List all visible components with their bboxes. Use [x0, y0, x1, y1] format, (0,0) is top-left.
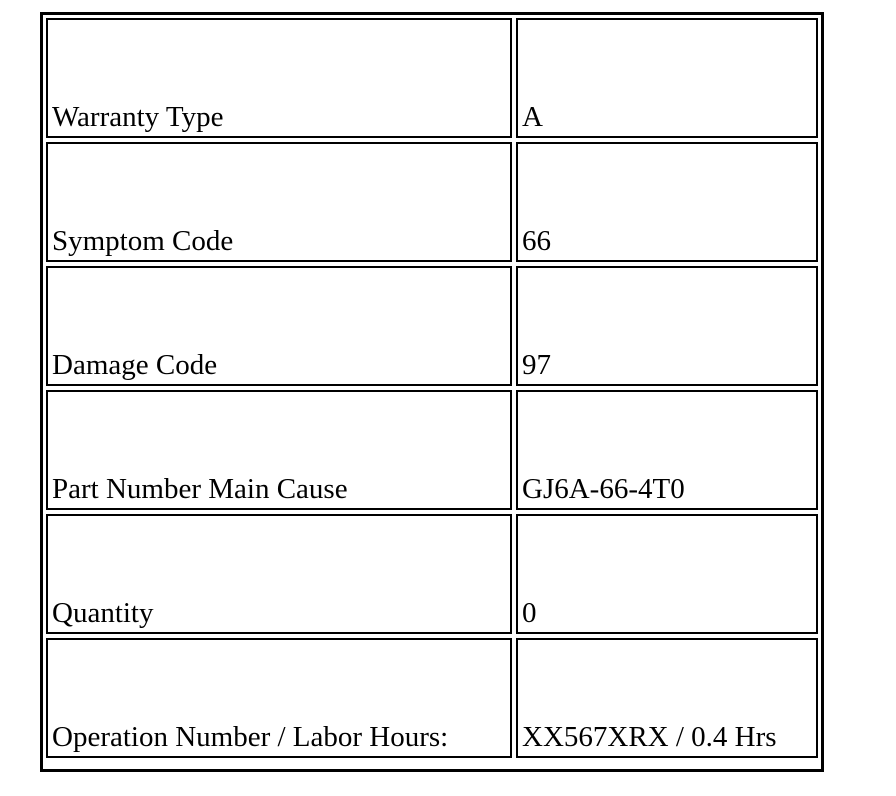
- part-number-main-cause-label: Part Number Main Cause: [46, 390, 512, 510]
- damage-code-label: Damage Code: [46, 266, 512, 386]
- warranty-type-label: Warranty Type: [46, 18, 512, 138]
- operation-number-labor-hours-label: Operation Number / Labor Hours:: [46, 638, 512, 758]
- part-number-main-cause-value: GJ6A-66-4T0: [516, 390, 818, 510]
- operation-number-labor-hours-value: XX567XRX / 0.4 Hrs: [516, 638, 818, 758]
- quantity-label: Quantity: [46, 514, 512, 634]
- warranty-table-grid: [46, 18, 818, 758]
- quantity-value: 0: [516, 514, 818, 634]
- warranty-type-value: A: [516, 18, 818, 138]
- symptom-code-label: Symptom Code: [46, 142, 512, 262]
- symptom-code-value: 66: [516, 142, 818, 262]
- warranty-table: [40, 12, 824, 772]
- damage-code-value: 97: [516, 266, 818, 386]
